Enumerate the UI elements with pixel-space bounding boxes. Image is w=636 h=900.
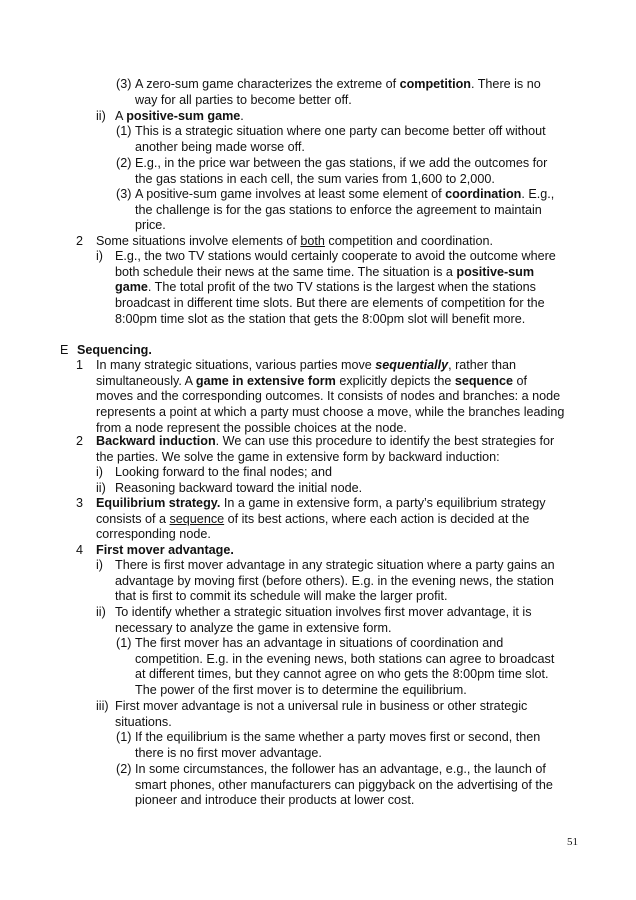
text-run: moves and the corresponding outcomes. It consists of nodes and branches: a node <box>96 389 561 404</box>
text-run: competition. E.g. in the evening news, both stations can agree to broadcast <box>135 651 555 666</box>
text-line <box>77 343 152 359</box>
list-marker: ii) <box>96 481 106 495</box>
text-line <box>115 109 244 125</box>
list-marker: (2) <box>116 156 132 170</box>
text-run: advantage by moving first (before others). E.g. in the evening news, the station <box>115 573 554 588</box>
text-run: . E.g., <box>521 187 555 201</box>
text-line <box>135 156 547 172</box>
list-marker: i) <box>96 558 103 572</box>
text-line <box>96 496 546 512</box>
text-line <box>135 172 495 188</box>
page-number: 51 <box>567 836 578 848</box>
text-run: represents a point at which a party must choose a move, while the branches leading <box>96 405 565 420</box>
text-run: There is first mover advantage in any strategic situation where a party gains an <box>115 558 555 572</box>
text-line <box>135 218 166 234</box>
text-line <box>135 762 546 778</box>
text-run: A positive-sum game involves at least some element of <box>135 187 446 201</box>
text-run: sequentially <box>375 358 449 372</box>
text-run: A zero-sum game characterizes the extreme of <box>135 77 400 91</box>
list-marker: 3 <box>76 496 84 510</box>
list-marker: 1 <box>76 358 84 372</box>
text-run: broadcast in different time slots. But there are elements of competition for the <box>115 296 545 311</box>
text-run: the parties. We solve the game in extensive form by backward induction: <box>96 449 500 464</box>
text-run: In some circumstances, the follower has an advantage, e.g., the launch of <box>135 762 546 776</box>
text-run: corresponding node. <box>96 527 211 542</box>
text-run: positive-sum <box>456 264 535 279</box>
text-run: Backward induction <box>96 434 216 448</box>
text-line <box>115 558 555 574</box>
text-run: Sequencing. <box>77 343 152 357</box>
text-run: explicitly depicts the <box>335 373 455 388</box>
text-run: To identify whether a strategic situation involves first mover advantage, it is <box>115 605 532 619</box>
text-run: 8:00pm time slot as the station that gets the 8:00pm slot will benefit more. <box>115 311 526 326</box>
text-line <box>96 389 560 405</box>
text-run: sequence <box>454 373 513 388</box>
list-marker: (3) <box>116 77 132 91</box>
text-line <box>115 481 362 497</box>
text-run: Looking forward to the final nodes; and <box>115 465 333 479</box>
list-marker: (1) <box>116 124 132 138</box>
text-run: consists of a <box>96 511 170 526</box>
list-marker: E <box>60 343 69 357</box>
text-run: game <box>115 280 148 295</box>
list-marker: 2 <box>76 234 84 248</box>
text-run: In many strategic situations, various parties move <box>96 358 376 372</box>
text-line <box>135 187 554 203</box>
text-line <box>115 280 536 296</box>
text-run: The first mover has an advantage in situations of coordination and <box>135 636 504 650</box>
text-run: competition <box>399 77 471 91</box>
text-line <box>115 465 332 481</box>
text-run: E.g., in the price war between the gas stations, if we add the outcomes for <box>135 156 548 170</box>
text-line <box>96 543 234 559</box>
text-run: way for all parties to become better off. <box>135 92 352 107</box>
text-run: another being made worse off. <box>135 139 305 154</box>
list-marker: i) <box>96 249 103 263</box>
list-marker: ii) <box>96 109 106 123</box>
text-run: the gas stations in each cell, the sum varies from 1,600 to 2,000. <box>135 171 495 186</box>
text-run: situations. <box>115 714 172 729</box>
text-line <box>96 527 211 543</box>
text-run: In a game in extensive form, a party’s equilibrium strategy <box>220 496 546 510</box>
text-run: of its best actions, where each action is decided at the <box>224 511 530 526</box>
text-line <box>96 234 493 250</box>
text-run: This is a strategic situation where one party can become better off without <box>135 124 546 138</box>
text-run: . <box>240 109 244 123</box>
text-line <box>115 589 447 605</box>
text-run: Equilibrium strategy. <box>96 496 221 510</box>
list-marker: ii) <box>96 605 106 619</box>
text-line <box>135 746 322 762</box>
text-run: at different times, but they cannot agree on who gets the 8:00pm time slot. <box>135 667 549 682</box>
text-run: price. <box>135 218 166 233</box>
text-line <box>135 652 554 668</box>
list-marker: 4 <box>76 543 84 557</box>
text-run: positive-sum game <box>126 109 241 123</box>
list-marker: (3) <box>116 187 132 201</box>
text-run: If the equilibrium is the same whether a party moves first or second, then <box>135 730 541 744</box>
text-line <box>135 683 467 699</box>
text-run: smart phones, other manufacturers can piggyback on the advertising of the <box>135 777 553 792</box>
text-run: . There is no <box>470 77 541 91</box>
text-line <box>115 265 534 281</box>
text-run: , rather than <box>448 358 517 372</box>
text-line <box>135 203 542 219</box>
list-marker: (1) <box>116 730 132 744</box>
text-line <box>135 793 414 809</box>
text-run: both schedule their news at the same time. The situation is a <box>115 264 457 279</box>
text-line <box>96 374 527 390</box>
text-run: A <box>115 109 127 123</box>
text-run: the challenge is for the gas stations to enforce the agreement to maintain <box>135 202 542 217</box>
text-line <box>135 124 546 140</box>
list-marker: (1) <box>116 636 132 650</box>
text-line <box>115 574 554 590</box>
text-line <box>96 358 516 374</box>
text-run: E.g., the two TV stations would certainly cooperate to avoid the outcome where <box>115 249 556 263</box>
list-marker: (2) <box>116 762 132 776</box>
text-line <box>115 605 532 621</box>
text-run: competition and coordination. <box>324 234 493 248</box>
list-marker: 2 <box>76 434 84 448</box>
text-run: Reasoning backward toward the initial node. <box>115 481 363 495</box>
text-line <box>135 778 553 794</box>
text-line <box>135 77 541 93</box>
text-run: First mover advantage is not a universal rule in business or other strategic <box>115 699 528 713</box>
text-run: both <box>300 234 325 248</box>
text-run: . We can use this procedure to identify the best strategies for <box>215 434 555 448</box>
text-line <box>135 730 540 746</box>
text-run: First mover advantage. <box>96 543 234 557</box>
text-run: simultaneously. A <box>96 373 196 388</box>
text-run: there is no first mover advantage. <box>135 745 322 760</box>
text-line <box>135 667 549 683</box>
list-marker: iii) <box>96 699 109 713</box>
text-run: pioneer and introduce their products at lower cost. <box>135 793 415 808</box>
text-run: sequence <box>169 511 225 526</box>
text-line <box>115 249 556 265</box>
text-run: coordination <box>445 187 522 201</box>
text-run: . The total profit of the two TV stations is the largest when the stations <box>147 280 536 295</box>
text-run: game in extensive form <box>195 373 336 388</box>
text-line <box>96 512 529 528</box>
text-line <box>115 715 172 731</box>
text-run: necessary to analyze the game in extensive form. <box>115 620 392 635</box>
list-marker: i) <box>96 465 103 479</box>
text-run: The power of the first mover is to determine the equilibrium. <box>135 683 467 698</box>
text-line <box>96 434 554 450</box>
text-run: that is first to commit its schedule will make the larger profit. <box>115 589 448 604</box>
text-run: of <box>512 373 527 388</box>
text-run: Some situations involve elements of <box>96 234 301 248</box>
text-line <box>115 621 392 637</box>
text-line <box>135 93 352 109</box>
text-line <box>135 636 503 652</box>
text-line <box>96 405 564 421</box>
text-line <box>96 450 500 466</box>
text-line <box>115 312 525 328</box>
text-line <box>115 699 527 715</box>
text-run: from a node represent the possible choices at the node. <box>96 420 407 435</box>
text-line <box>115 296 545 312</box>
text-line <box>135 140 305 156</box>
